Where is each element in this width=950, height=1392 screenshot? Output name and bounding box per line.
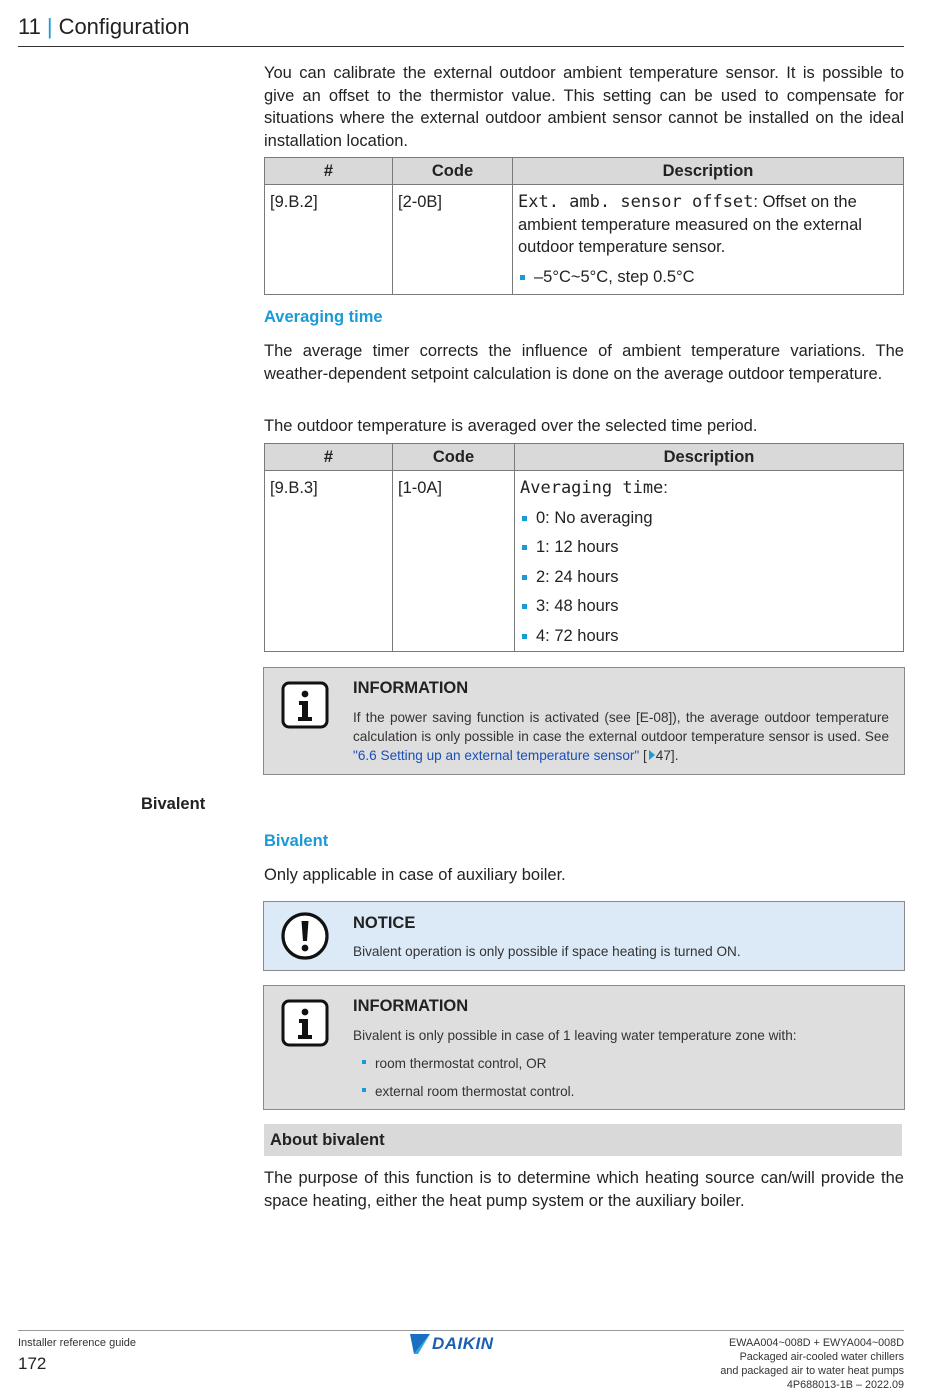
footer-product-info bbox=[720, 1336, 904, 1392]
list-item: 3: 48 hours bbox=[520, 595, 898, 618]
list-item: room thermostat control, OR bbox=[353, 1054, 889, 1073]
setting-number: [9.B.2] bbox=[265, 185, 393, 295]
page-ref-close: ]. bbox=[670, 748, 679, 763]
list-item: 2: 24 hours bbox=[520, 566, 898, 589]
footer-doc-id: 4P688013-1B – 2022.09 bbox=[786, 1379, 904, 1391]
averaging-paragraph: The average timer corrects the influence of ambient temperature variations. The weather-dependent setpoint calculation is done on the average outdoor temperature. bbox=[264, 342, 904, 383]
setting-description bbox=[515, 471, 904, 652]
information-list bbox=[353, 1054, 889, 1101]
setting-explanation: : Offset on the ambient temperature measured on the external outdoor temperature sensor. bbox=[518, 193, 862, 256]
daikin-logo-icon bbox=[410, 1334, 432, 1356]
chapter-title: Configuration bbox=[58, 14, 190, 39]
setting-code: [2-0B] bbox=[393, 185, 513, 295]
page-ref-open: [ bbox=[643, 748, 647, 763]
footer-product-line2: and packaged air to water heat pumps bbox=[720, 1365, 904, 1377]
daikin-logo-text: DAIKIN bbox=[432, 1334, 494, 1353]
bivalent-heading: Bivalent bbox=[264, 832, 329, 850]
option-list bbox=[520, 507, 898, 648]
cross-reference-link[interactable]: "6.6 Setting up an external temperature sensor" bbox=[353, 748, 640, 763]
bivalent-paragraph: Only applicable in case of auxiliary boiler. bbox=[264, 866, 566, 884]
exclamation-icon bbox=[280, 911, 330, 961]
page-arrow-icon bbox=[649, 750, 655, 760]
col-header-code: Code bbox=[393, 158, 513, 185]
averaging-period-paragraph: The outdoor temperature is averaged over the selected time period. bbox=[264, 417, 758, 435]
list-item: 1: 12 hours bbox=[520, 536, 898, 559]
col-header-code: Code bbox=[393, 444, 515, 471]
list-item: –5°C~5°C, step 0.5°C bbox=[518, 266, 898, 289]
footer-guide-label: Installer reference guide bbox=[18, 1337, 137, 1349]
information-box bbox=[263, 985, 905, 1110]
intro-paragraph: You can calibrate the external outdoor ambient temperature sensor. It is possible to give an offset to the thermistor value. This setting can be used to compensate for situations where the external outdoor ambient sensor cannot be installed on the ideal installation location. bbox=[264, 64, 904, 150]
col-header-description: Description bbox=[513, 158, 904, 185]
information-icon bbox=[280, 998, 330, 1048]
chapter-number: 11 bbox=[18, 14, 41, 39]
averaging-settings-table bbox=[264, 443, 904, 652]
notice-title: NOTICE bbox=[353, 914, 416, 932]
information-body: Bivalent is only possible in case of 1 leaving water temperature zone with: bbox=[353, 1028, 797, 1043]
col-header-number: # bbox=[265, 444, 393, 471]
information-title: INFORMATION bbox=[353, 997, 469, 1015]
option-list bbox=[518, 266, 898, 289]
about-bivalent-heading: About bivalent bbox=[264, 1124, 902, 1156]
list-item: 0: No averaging bbox=[520, 507, 898, 530]
notice-text: Bivalent operation is only possible if space heating is turned ON. bbox=[353, 944, 741, 959]
col-header-number: # bbox=[265, 158, 393, 185]
setting-explanation: : bbox=[663, 479, 668, 497]
setting-name: Ext. amb. sensor offset bbox=[518, 192, 754, 212]
setting-description bbox=[513, 185, 904, 295]
offset-settings-table bbox=[264, 157, 904, 295]
col-header-description: Description bbox=[515, 444, 904, 471]
information-body: If the power saving function is activated (see [E-08]), the average outdoor temperature calculation is only possible in case the external outdoor temperature sensor is used. See bbox=[353, 710, 889, 744]
table-row bbox=[265, 185, 904, 295]
information-box bbox=[263, 667, 905, 775]
information-title: INFORMATION bbox=[353, 679, 469, 697]
information-text bbox=[353, 708, 889, 765]
page-number: 172 bbox=[18, 1354, 47, 1373]
page-header bbox=[18, 14, 904, 47]
header-separator: | bbox=[46, 14, 53, 39]
setting-code: [1-0A] bbox=[393, 471, 515, 652]
side-heading: Bivalent bbox=[141, 795, 206, 813]
notice-box bbox=[263, 901, 905, 971]
averaging-heading: Averaging time bbox=[264, 308, 383, 326]
footer-divider bbox=[18, 1330, 904, 1331]
footer-product-line1: Packaged air-cooled water chillers bbox=[739, 1351, 904, 1363]
setting-name: Averaging time bbox=[520, 478, 664, 498]
information-icon bbox=[280, 680, 330, 730]
setting-number: [9.B.3] bbox=[265, 471, 393, 652]
page-ref-number: 47 bbox=[655, 748, 671, 763]
daikin-logo bbox=[410, 1334, 512, 1356]
list-item: 4: 72 hours bbox=[520, 625, 898, 648]
table-row bbox=[265, 471, 904, 652]
about-bivalent-paragraph: The purpose of this function is to determine which heating source can/will provide the space heating, either the heat pump system or the auxiliary boiler. bbox=[264, 1169, 904, 1210]
list-item: external room thermostat control. bbox=[353, 1082, 889, 1101]
footer-model: EWAA004~008D + EWYA004~008D bbox=[729, 1337, 904, 1349]
information-text bbox=[353, 1026, 889, 1101]
